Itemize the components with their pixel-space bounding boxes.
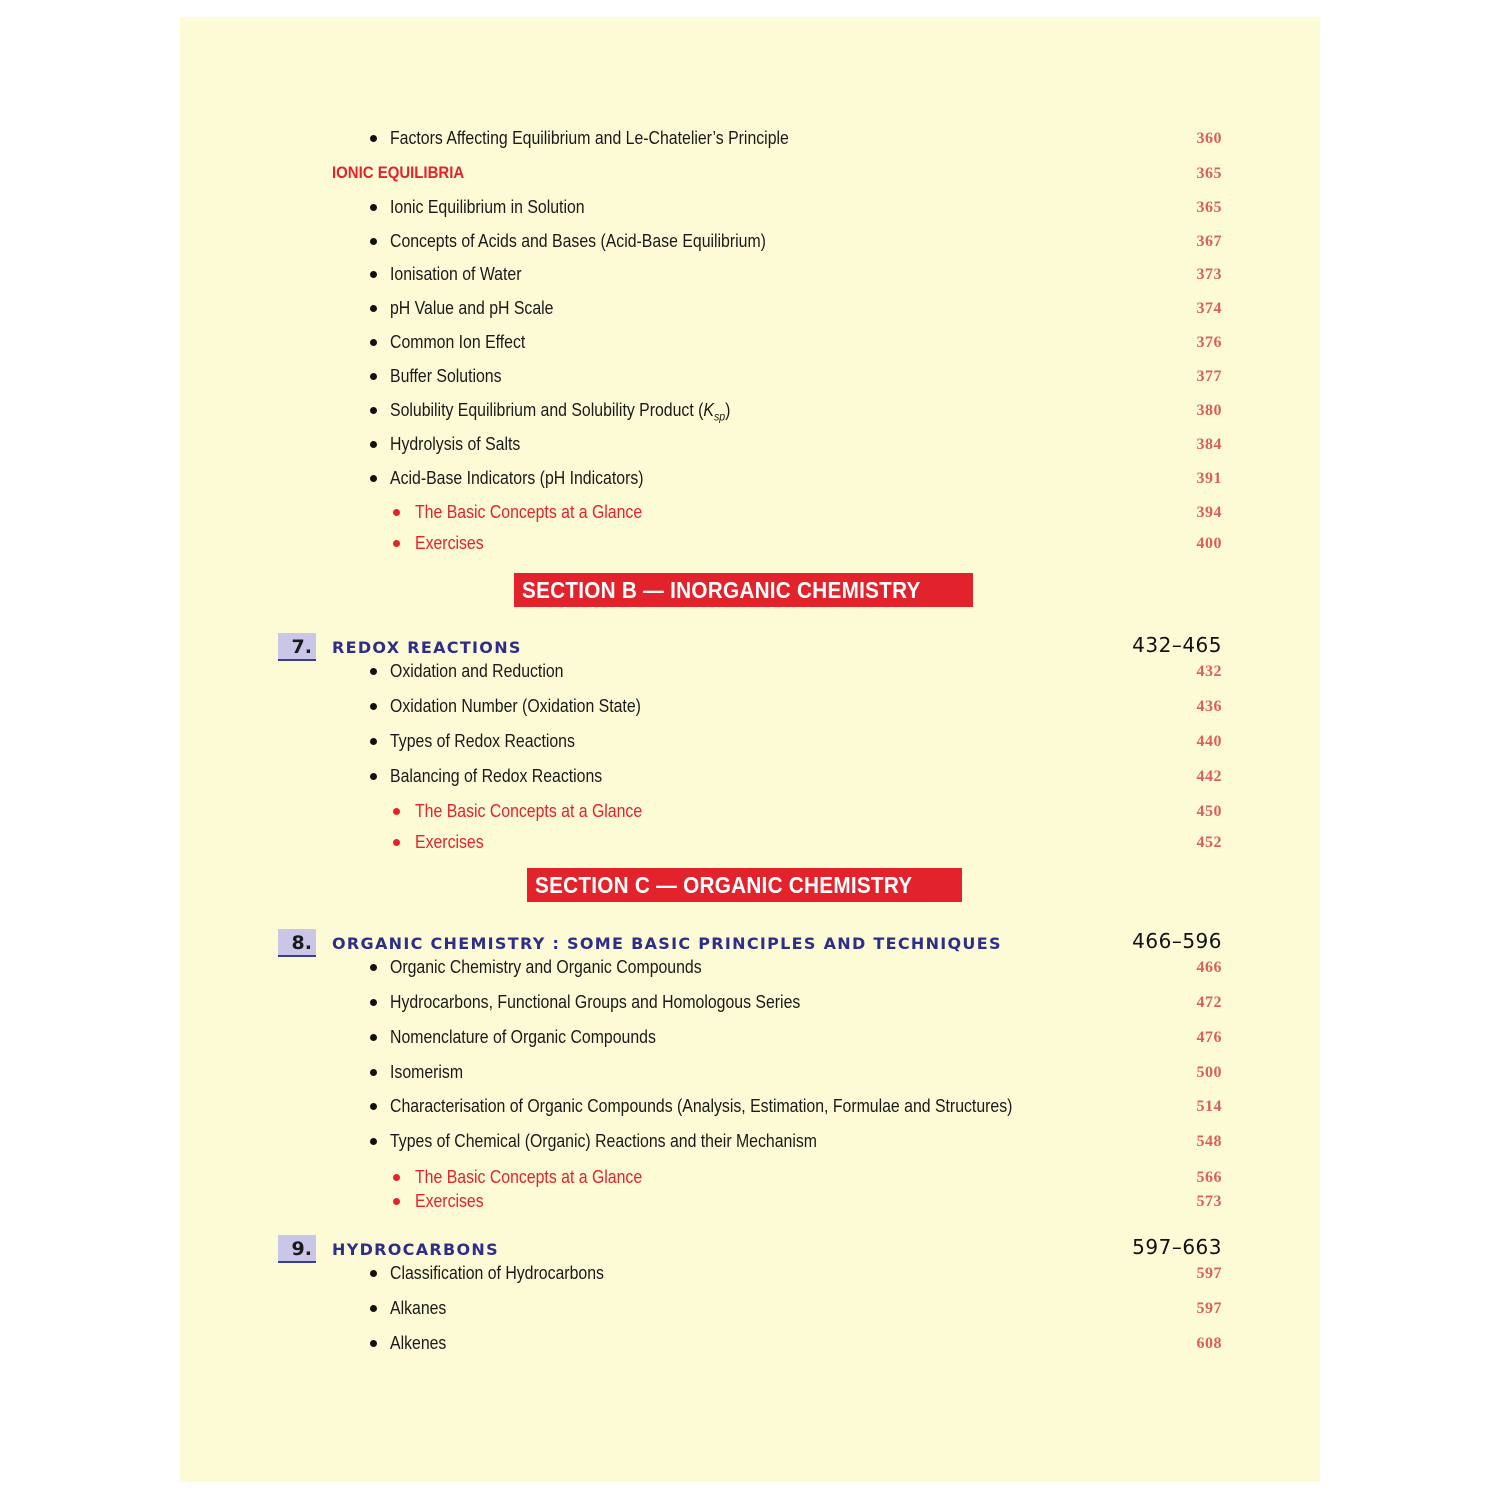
- section-c-banner: [527, 868, 962, 902]
- bullet-icon: [393, 509, 400, 516]
- entry-title: The Basic Concepts at a Glance: [415, 801, 643, 821]
- entry-title: [390, 400, 730, 424]
- entry-page: 573: [1196, 1193, 1222, 1210]
- chapter-number: 9.: [278, 1235, 316, 1263]
- entry-title: Hydrolysis of Salts: [390, 434, 521, 454]
- entry-page: 400: [1196, 535, 1222, 552]
- entry-title-suffix: ): [725, 400, 731, 420]
- entry-title: Oxidation Number (Oxidation State): [390, 696, 641, 716]
- entry-title: Concepts of Acids and Bases (Acid-Base Equilibrium): [390, 231, 766, 251]
- bullet-icon: [370, 999, 377, 1006]
- toc-entry[interactable]: [180, 1061, 1320, 1091]
- toc-extra-entry[interactable]: [180, 501, 1320, 531]
- entry-title: Ionisation of Water: [390, 264, 522, 284]
- entry-page: 373: [1196, 266, 1222, 283]
- bullet-icon: [370, 1340, 377, 1347]
- entry-title: pH Value and pH Scale: [390, 298, 554, 318]
- bullet-icon: [370, 1138, 377, 1145]
- entry-page: 377: [1196, 368, 1222, 385]
- section-c-label: SECTION C — ORGANIC CHEMISTRY: [535, 872, 913, 898]
- entry-page: 452: [1196, 834, 1222, 851]
- entry-page: 566: [1196, 1169, 1222, 1186]
- bullet-icon: [370, 1270, 377, 1277]
- entry-title: Factors Affecting Equilibrium and Le-Chatelier’s Principle: [390, 128, 789, 148]
- bullet-icon: [370, 238, 377, 245]
- entry-title: Oxidation and Reduction: [390, 661, 564, 681]
- toc-entry[interactable]: [180, 297, 1320, 327]
- bullet-icon: [370, 204, 377, 211]
- bullet-icon: [370, 407, 377, 414]
- bullet-icon: [370, 668, 377, 675]
- entry-page: 597: [1196, 1265, 1222, 1282]
- entry-title: Common Ion Effect: [390, 332, 526, 352]
- entry-title: Ionic Equilibrium in Solution: [390, 197, 585, 217]
- ksp-subscript: sp: [714, 409, 726, 424]
- section-b-label: SECTION B — INORGANIC CHEMISTRY: [522, 577, 921, 603]
- entry-title: The Basic Concepts at a Glance: [415, 1167, 643, 1187]
- entry-page: 374: [1196, 300, 1222, 317]
- entry-title: Alkanes: [390, 1298, 447, 1318]
- chapter-title: ORGANIC CHEMISTRY : SOME BASIC PRINCIPLES AND TECHNIQUES: [332, 934, 1002, 953]
- bullet-icon: [370, 475, 377, 482]
- entry-page: 365: [1196, 199, 1222, 216]
- heading-page: 365: [1196, 165, 1222, 182]
- toc-entry[interactable]: [180, 263, 1320, 293]
- bullet-icon: [370, 135, 377, 142]
- bullet-icon: [370, 1069, 377, 1076]
- chapter-number: 7.: [278, 633, 316, 661]
- toc-extra-entry[interactable]: [180, 800, 1320, 830]
- ksp-symbol: K: [703, 400, 715, 420]
- bullet-icon: [393, 839, 400, 846]
- toc-entry[interactable]: [180, 399, 1320, 429]
- entry-page: 380: [1196, 402, 1222, 419]
- bullet-icon: [370, 738, 377, 745]
- entry-title: Types of Chemical (Organic) Reactions and their Mechanism: [390, 1131, 817, 1151]
- bullet-icon: [370, 305, 377, 312]
- bullet-icon: [370, 271, 377, 278]
- toc-entry[interactable]: [180, 1262, 1320, 1292]
- toc-entry[interactable]: [180, 730, 1320, 760]
- bullet-icon: [370, 1034, 377, 1041]
- section-b-banner: [514, 573, 973, 607]
- toc-entry[interactable]: [180, 196, 1320, 226]
- toc-entry[interactable]: [180, 230, 1320, 260]
- entry-title: Organic Chemistry and Organic Compounds: [390, 957, 702, 977]
- toc-extra-entry[interactable]: [180, 1190, 1320, 1220]
- bullet-icon: [370, 441, 377, 448]
- toc-entry[interactable]: [180, 991, 1320, 1021]
- bullet-icon: [370, 773, 377, 780]
- toc-entry[interactable]: [180, 1095, 1320, 1125]
- toc-entry[interactable]: [180, 127, 1320, 157]
- entry-page: 376: [1196, 334, 1222, 351]
- bullet-icon: [370, 703, 377, 710]
- entry-title: Isomerism: [390, 1062, 464, 1082]
- toc-entry[interactable]: [180, 1026, 1320, 1056]
- entry-title: Buffer Solutions: [390, 366, 502, 386]
- entry-page: 391: [1196, 470, 1222, 487]
- entry-title: Acid-Base Indicators (pH Indicators): [390, 468, 644, 488]
- entry-page: 597: [1196, 1300, 1222, 1317]
- entry-title: Classification of Hydrocarbons: [390, 1263, 604, 1283]
- entry-page: 548: [1196, 1133, 1222, 1150]
- chapter-page-range: 466–596: [1132, 929, 1222, 953]
- entry-page: 384: [1196, 436, 1222, 453]
- toc-entry[interactable]: [180, 765, 1320, 795]
- heading-title: IONIC EQUILIBRIA: [332, 163, 465, 182]
- entry-page: 450: [1196, 803, 1222, 820]
- bullet-icon: [393, 540, 400, 547]
- toc-entry[interactable]: [180, 331, 1320, 361]
- entry-page: 442: [1196, 768, 1222, 785]
- entry-title: Types of Redox Reactions: [390, 731, 575, 751]
- entry-page: 472: [1196, 994, 1222, 1011]
- entry-page: 466: [1196, 959, 1222, 976]
- bullet-icon: [370, 373, 377, 380]
- chapter-title: REDOX REACTIONS: [332, 638, 522, 657]
- bullet-icon: [370, 964, 377, 971]
- toc-entry[interactable]: [180, 467, 1320, 497]
- toc-entry[interactable]: [180, 1332, 1320, 1362]
- toc-entry[interactable]: [180, 365, 1320, 395]
- entry-page: 514: [1196, 1098, 1222, 1115]
- topic-heading[interactable]: [180, 162, 1320, 192]
- entry-title: Nomenclature of Organic Compounds: [390, 1027, 656, 1047]
- entry-title: The Basic Concepts at a Glance: [415, 502, 643, 522]
- chapter-page-range: 597–663: [1132, 1235, 1222, 1259]
- entry-title: Exercises: [415, 832, 484, 852]
- entry-title: Hydrocarbons, Functional Groups and Homologous Series: [390, 992, 801, 1012]
- toc-page: [180, 17, 1320, 1482]
- toc-entry[interactable]: [180, 695, 1320, 725]
- entry-page: 476: [1196, 1029, 1222, 1046]
- toc-entry[interactable]: [180, 660, 1320, 690]
- entry-page: 367: [1196, 233, 1222, 250]
- toc-extra-entry[interactable]: [180, 532, 1320, 562]
- entry-page: 432: [1196, 663, 1222, 680]
- chapter-page-range: 432–465: [1132, 633, 1222, 657]
- entry-page: 500: [1196, 1064, 1222, 1081]
- entry-page: 436: [1196, 698, 1222, 715]
- entry-page: 608: [1196, 1335, 1222, 1352]
- chapter-title: HYDROCARBONS: [332, 1240, 499, 1259]
- entry-page: 360: [1196, 130, 1222, 147]
- toc-extra-entry[interactable]: [180, 831, 1320, 861]
- entry-title: Exercises: [415, 533, 484, 553]
- toc-entry[interactable]: [180, 1297, 1320, 1327]
- chapter-number: 8.: [278, 929, 316, 957]
- bullet-icon: [393, 1174, 400, 1181]
- bullet-icon: [370, 339, 377, 346]
- bullet-icon: [370, 1103, 377, 1110]
- entry-title: Balancing of Redox Reactions: [390, 766, 603, 786]
- entry-title: Alkenes: [390, 1333, 447, 1353]
- entry-title-prefix: Solubility Equilibrium and Solubility Product (: [390, 400, 704, 420]
- entry-title: Exercises: [415, 1191, 484, 1211]
- bullet-icon: [393, 1198, 400, 1205]
- bullet-icon: [370, 1305, 377, 1312]
- toc-entry[interactable]: [180, 433, 1320, 463]
- toc-entry[interactable]: [180, 956, 1320, 986]
- bullet-icon: [393, 808, 400, 815]
- entry-title: Characterisation of Organic Compounds (Analysis, Estimation, Formulae and Structures): [390, 1096, 1013, 1116]
- entry-page: 440: [1196, 733, 1222, 750]
- toc-entry[interactable]: [180, 1130, 1320, 1160]
- entry-page: 394: [1196, 504, 1222, 521]
